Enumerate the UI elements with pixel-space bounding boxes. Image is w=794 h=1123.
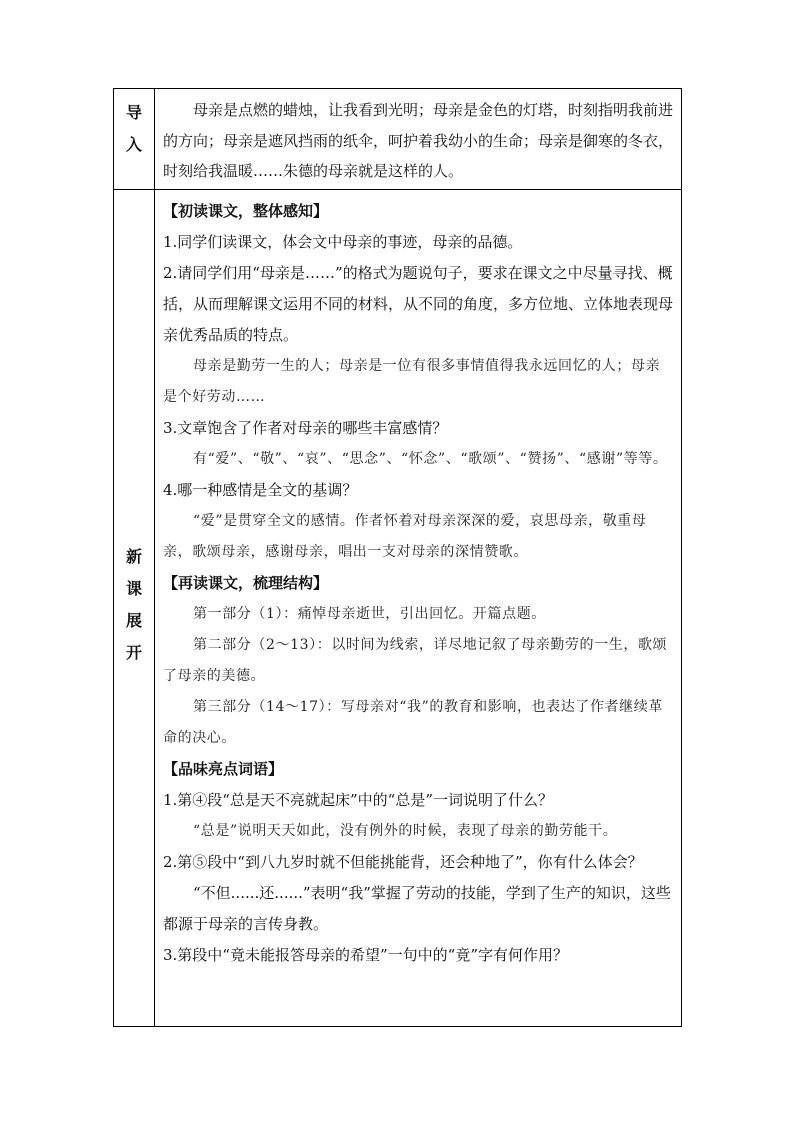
- word-answer-1: “总是”说明天天如此，没有例外的时候，表现了母亲的勤劳能干。: [193, 822, 618, 839]
- intro-label-char-2: 入: [125, 135, 142, 154]
- section-heading-first-reading: 【初读课文，整体感知】: [163, 201, 329, 220]
- lesson-label-cell: [114, 189, 155, 1026]
- intro-text: 母亲是点燃的蜡烛，让我看到光明；母亲是金色的灯塔，时刻指明我前进的方向；母亲是遮风挡雨的纸伞，呵护着我幼小的生命；母亲是御寒的冬衣，时刻给我温暖……朱德的母亲就是这样的人。: [163, 101, 674, 180]
- intro-row: [114, 89, 682, 190]
- question-3: 3.文章饱含了作者对母亲的哪些丰富感情？: [163, 418, 448, 437]
- lesson-row: [114, 189, 682, 1026]
- structure-part-2: 第二部分（2～13）：以时间为线索，详尽地记叙了母亲勤劳的一生，歌颂了母亲的美德。: [163, 636, 668, 684]
- answer-2: 母亲是勤劳一生的人；母亲是一位有很多事情值得我永远回忆的人；母亲是个好劳动……: [163, 357, 661, 405]
- lesson-label: 新 课 展 开: [125, 546, 142, 662]
- word-question-3: 3.第段中“竟未能报答母亲的希望”一句中的“竟”字有何作用？: [163, 945, 568, 964]
- intro-label-cell: [114, 89, 155, 190]
- structure-part-1: 第一部分（1）：痛悼母亲逝世，引出回忆。开篇点题。: [193, 605, 546, 622]
- answer-3: 有“爱”、“敬”、“哀”、“思念”、“怀念”、“歌颂”、“赞扬”、“感谢”等等。: [193, 450, 668, 467]
- answer-4: “爱”是贯穿全文的感情。作者怀着对母亲深深的爱，哀思母亲，敬重母亲，歌颂母亲，感谢母亲，唱出一支对母亲的深情赞歌。: [163, 512, 647, 560]
- lesson-content-cell: [155, 189, 682, 1026]
- lesson-plan-table: [113, 88, 682, 1027]
- structure-part-3: 第三部分（14～17）：写母亲对“我”的教育和影响，也表达了作者继续革命的决心。: [163, 698, 663, 746]
- section-heading-words: 【品味亮点词语】: [163, 759, 284, 778]
- word-question-1: 1.第④段“总是天不亮就起床”中的“总是”一词说明了什么？: [163, 790, 553, 809]
- question-2: 2.请同学们用“母亲是……”的格式为题说句子，要求在课文之中尽量寻找、概括，从而理解课文运用不同的材料，从不同的角度，多方位地、立体地表现母亲优秀品质的特点。: [163, 263, 674, 344]
- intro-label: [114, 89, 154, 161]
- word-question-2: 2.第⑤段中“到八九岁时就不但能挑能背，还会种地了”，你有什么体会？: [163, 852, 643, 871]
- word-answer-2: “不但......还......”表明“我”掌握了劳动的技能，学到了生产的知识，这些都源于母亲的言传身教。: [163, 883, 671, 933]
- question-4: 4.哪一种感情是全文的基调？: [163, 480, 358, 499]
- section-heading-structure: 【再读课文，梳理结构】: [163, 573, 329, 592]
- intro-content-cell: [155, 89, 682, 190]
- question-1: 1.同学们读课文，体会文中母亲的事迹，母亲的品德。: [163, 232, 523, 251]
- intro-label-char-1: 导: [125, 103, 142, 122]
